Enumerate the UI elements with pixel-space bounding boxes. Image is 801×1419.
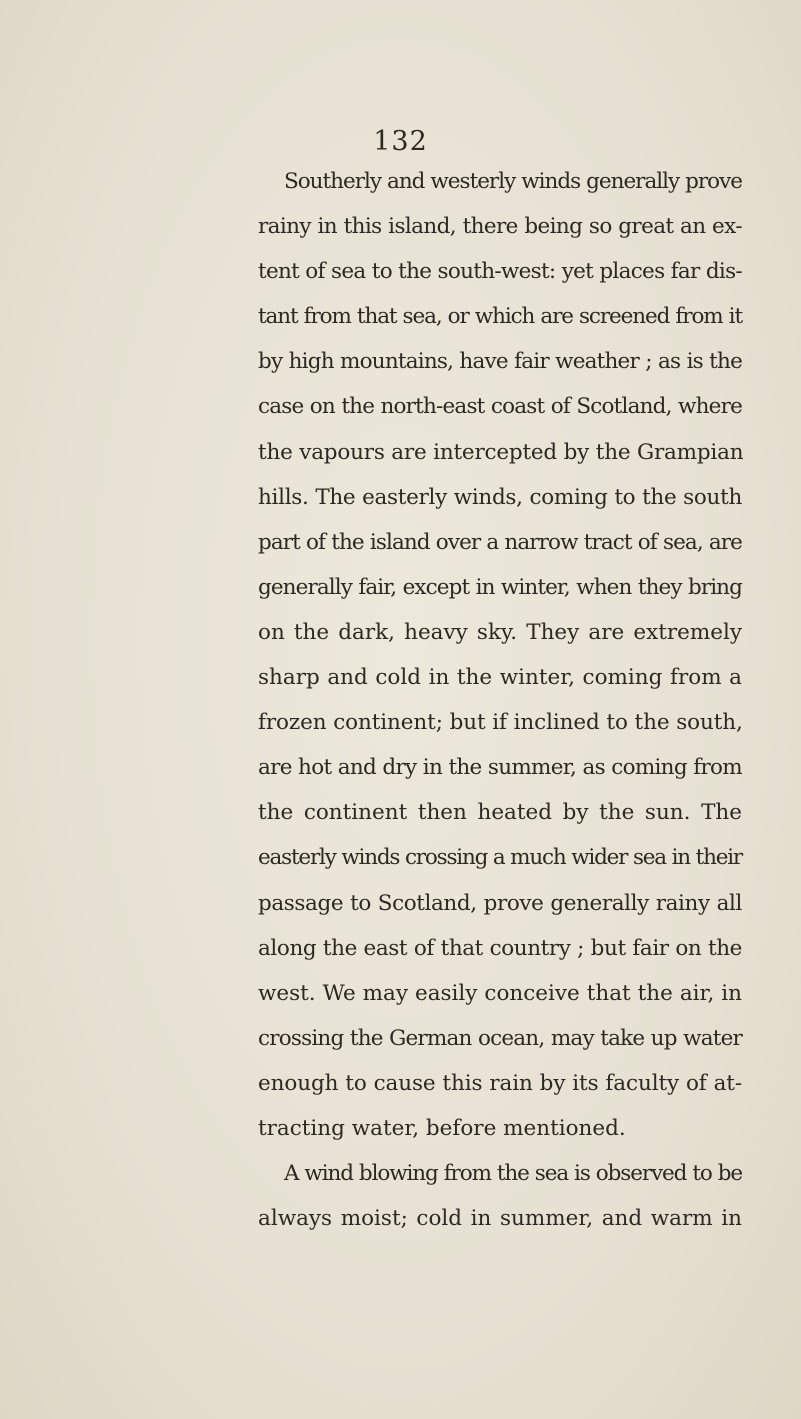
text-line: by high mountains, have fair weather ; as is the (258, 349, 742, 375)
text-line: frozen continent; but if inclined to the south, (258, 710, 743, 736)
text-line: along the east of that country ; but fair on the (258, 935, 742, 961)
text-line: passage to Scotland, prove generally rainy all (258, 890, 742, 916)
text-line: always moist; cold in summer, and warm in (258, 1206, 742, 1232)
text-line: the vapours are intercepted by the Grampian (258, 439, 744, 465)
paragraph-2 (258, 1151, 742, 1241)
text-line: tracting water, before mentioned. (258, 1115, 626, 1141)
text-line: sharp and cold in the winter, coming from a (258, 665, 742, 691)
text-line: the continent then heated by the sun. The (258, 800, 742, 826)
text-line: part of the island over a narrow tract of sea, are (258, 529, 742, 555)
text-line: A wind blowing from the sea is observed to be (284, 1161, 742, 1187)
text-line: tent of sea to the south-west: yet places far dis- (258, 259, 742, 285)
text-line: enough to cause this rain by its faculty of at- (258, 1070, 742, 1096)
text-line: are hot and dry in the summer, as coming from (258, 755, 742, 781)
text-line: Southerly and westerly winds generally prove (284, 169, 742, 194)
text-line: hills. The easterly winds, coming to the south (258, 484, 742, 510)
text-line: crossing the German ocean, may take up water (258, 1025, 742, 1051)
paragraph-1 (258, 159, 742, 1151)
text-line: rainy in this island, there being so great an ex- (258, 214, 742, 240)
text-line: on the dark, heavy sky. They are extremely (258, 619, 742, 645)
text-line: easterly winds crossing a much wider sea in their (258, 845, 742, 871)
page-number: 132 (373, 126, 428, 157)
text-line: west. We may easily conceive that the air, in (258, 980, 742, 1006)
text-line: tant from that sea, or which are screened from it (258, 304, 742, 330)
text-line: case on the north-east coast of Scotland, where (258, 394, 742, 420)
body-text (258, 159, 742, 1241)
text-line: generally fair, except in winter, when they bring (258, 574, 742, 600)
